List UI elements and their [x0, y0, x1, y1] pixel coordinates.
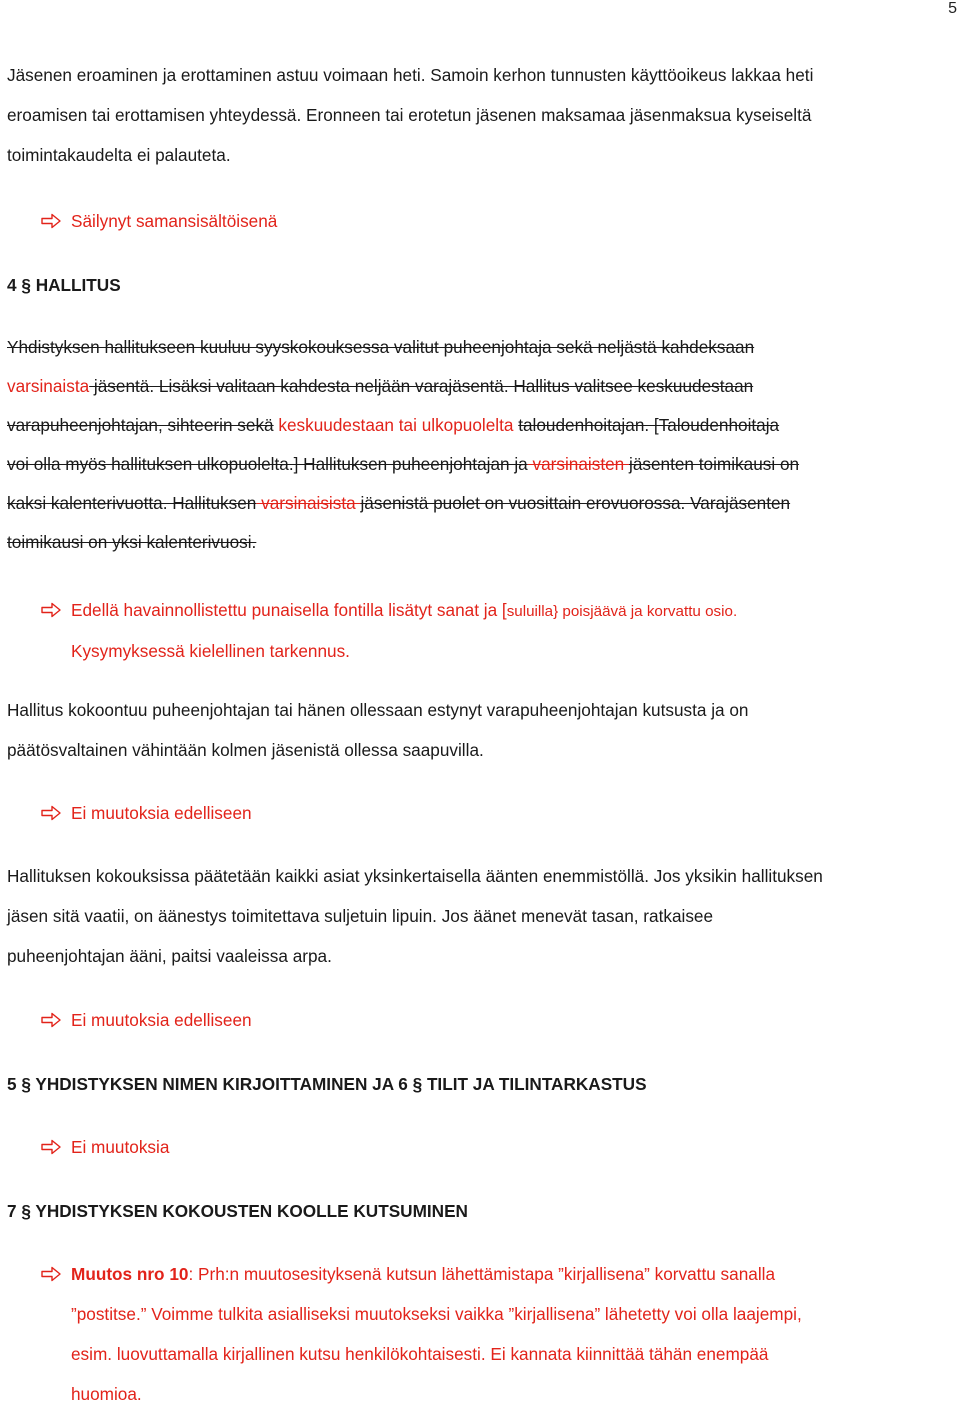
added-word: varsinaisten [527, 454, 629, 474]
note-no-changes [41, 1127, 953, 1167]
outline-right-arrow-icon [41, 1139, 61, 1155]
note-unchanged-content [41, 201, 953, 241]
struck-line: Yhdistyksen hallitukseen kuuluu syyskokouksessa valitut puheenjohtaja sekä neljästä kahdeksaan [7, 337, 755, 357]
added-word: varsinaista [7, 376, 90, 396]
paragraph-membership-termination [7, 55, 953, 175]
section-title-text: YHDISTYKSEN KOKOUSTEN KOOLLE KUTSUMINEN [35, 1201, 468, 1221]
note-text: Kysymyksessä kielellinen tarkennus. [71, 641, 350, 661]
section-number: 5 [7, 1074, 17, 1094]
note-text: Säilynyt samansisältöisenä [71, 211, 278, 231]
section-title-text: TILIT JA TILINTARKASTUS [426, 1074, 647, 1094]
struck-line: toimikausi on yksi kalenterivuosi. [7, 532, 257, 552]
section-sign: § [21, 275, 31, 295]
struck-text: varapuheenjohtajan, sihteerin sekä [7, 415, 274, 435]
struck-text: jäsentä. Lisäksi valitaan kahdesta neljään varajäsentä. Hallitus valitsee keskuudestaan [89, 376, 754, 396]
struck-text: jäsenten toimikausi on [629, 454, 800, 474]
note-text-part: : Prh:n muutosesityksenä kutsun lähettämistapa ”kirjallisena” korvattu sanalla [188, 1264, 776, 1284]
section-number: 7 [7, 1201, 17, 1221]
section-heading-5-6 [7, 1072, 953, 1096]
section-sign: § [412, 1074, 423, 1094]
section-title-text: YHDISTYKSEN NIMEN KIRJOITTAMINEN JA 6 [35, 1074, 408, 1094]
section-title [7, 1199, 953, 1223]
added-word: varsinaisista [256, 493, 361, 513]
note-text: huomioa. [71, 1384, 142, 1404]
outline-right-arrow-icon [41, 1012, 61, 1028]
mixed-line [7, 445, 953, 484]
page-number: 5 [948, 0, 957, 17]
change-number: Muutos nro 10 [71, 1264, 189, 1284]
section-sign: § [21, 1201, 31, 1221]
text-line: jäsen sitä vaatii, on äänestys toimitettava suljetuin lipuin. Jos äänet menevät tasan, ratkaisee [7, 906, 714, 926]
struck-text: voi olla myös hallituksen ulkopuolelta.] Hallituksen puheenjohtajan ja [7, 454, 528, 474]
mixed-line [7, 367, 953, 406]
text-line: Jäsenen eroaminen ja erottaminen astuu voimaan heti. Samoin kerhon tunnusten käyttöoikeus lakkaa heti [7, 65, 814, 85]
note-text [71, 590, 953, 632]
mixed-line [7, 484, 953, 523]
struck-text: kaksi kalenterivuotta. Hallituksen [7, 493, 257, 513]
note-text: Ei muutoksia [71, 1137, 170, 1157]
section-heading-7 [7, 1199, 953, 1223]
section-number: 4 [7, 275, 17, 295]
text-line: puheenjohtajan ääni, paitsi vaaleissa arpa. [7, 946, 332, 966]
text-line: toimintakaudelta ei palauteta. [7, 145, 231, 165]
struck-text: jäsenistä puolet on vuosittain erovuorossa. Varajäsenten [360, 493, 791, 513]
text-line: Hallitus kokoontuu puheenjohtajan tai hänen ollessaan estynyt varapuheenjohtajan kutsusta ja on [7, 700, 749, 720]
outline-right-arrow-icon [41, 805, 61, 821]
note-text: ”postitse.” Voimme tulkita asialliseksi muutokseksi vaikka ”kirjallisena” lähetetty voi olla laajempi, [71, 1304, 802, 1324]
note-text: esim. luovuttamalla kirjallinen kutsu henkilökohtaisesti. Ei kannata kiinnittää tähän enempää [71, 1344, 769, 1364]
note-no-changes [41, 1000, 953, 1040]
note-text [71, 1254, 953, 1294]
paragraph-board-meetings [7, 690, 953, 770]
outline-right-arrow-icon [41, 213, 61, 229]
mixed-line [7, 406, 953, 445]
text-line: eroamisen tai erottamisen yhteydessä. Eronneen tai erotetun jäsenen maksamaa jäsenmaksua kyseiseltä [7, 105, 812, 125]
paragraph-voting [7, 856, 953, 976]
section-title [7, 273, 953, 297]
note-text-part: suluilla} poisjäävä ja korvattu osio. [506, 603, 738, 620]
section-title [7, 1072, 953, 1096]
note-no-changes [41, 793, 953, 833]
section-heading-4 [7, 273, 953, 297]
outline-right-arrow-icon [41, 1266, 61, 1282]
text-line: Hallituksen kokouksissa päätetään kaikki asiat yksinkertaisella äänten enemmistöllä. Jos yksikin hallituksen [7, 866, 823, 886]
note-highlight-explanation [41, 590, 953, 670]
note-text: Ei muutoksia edelliseen [71, 1010, 252, 1030]
added-word: keskuudestaan tai ulkopuolelta [273, 415, 519, 435]
section-title-text: HALLITUS [35, 275, 121, 295]
text-line: päätösvaltainen vähintään kolmen jäsenistä ollessa saapuvilla. [7, 740, 484, 760]
note-text: Ei muutoksia edelliseen [71, 803, 252, 823]
paragraph-board-composition [7, 328, 953, 562]
section-sign: § [21, 1074, 31, 1094]
note-text-part: Edellä havainnollistettu punaisella fontilla lisätyt sanat ja [ [71, 600, 507, 620]
struck-text: taloudenhoitajan. [Taloudenhoitaja [518, 415, 780, 435]
note-change-10 [41, 1254, 953, 1414]
outline-right-arrow-icon [41, 602, 61, 618]
